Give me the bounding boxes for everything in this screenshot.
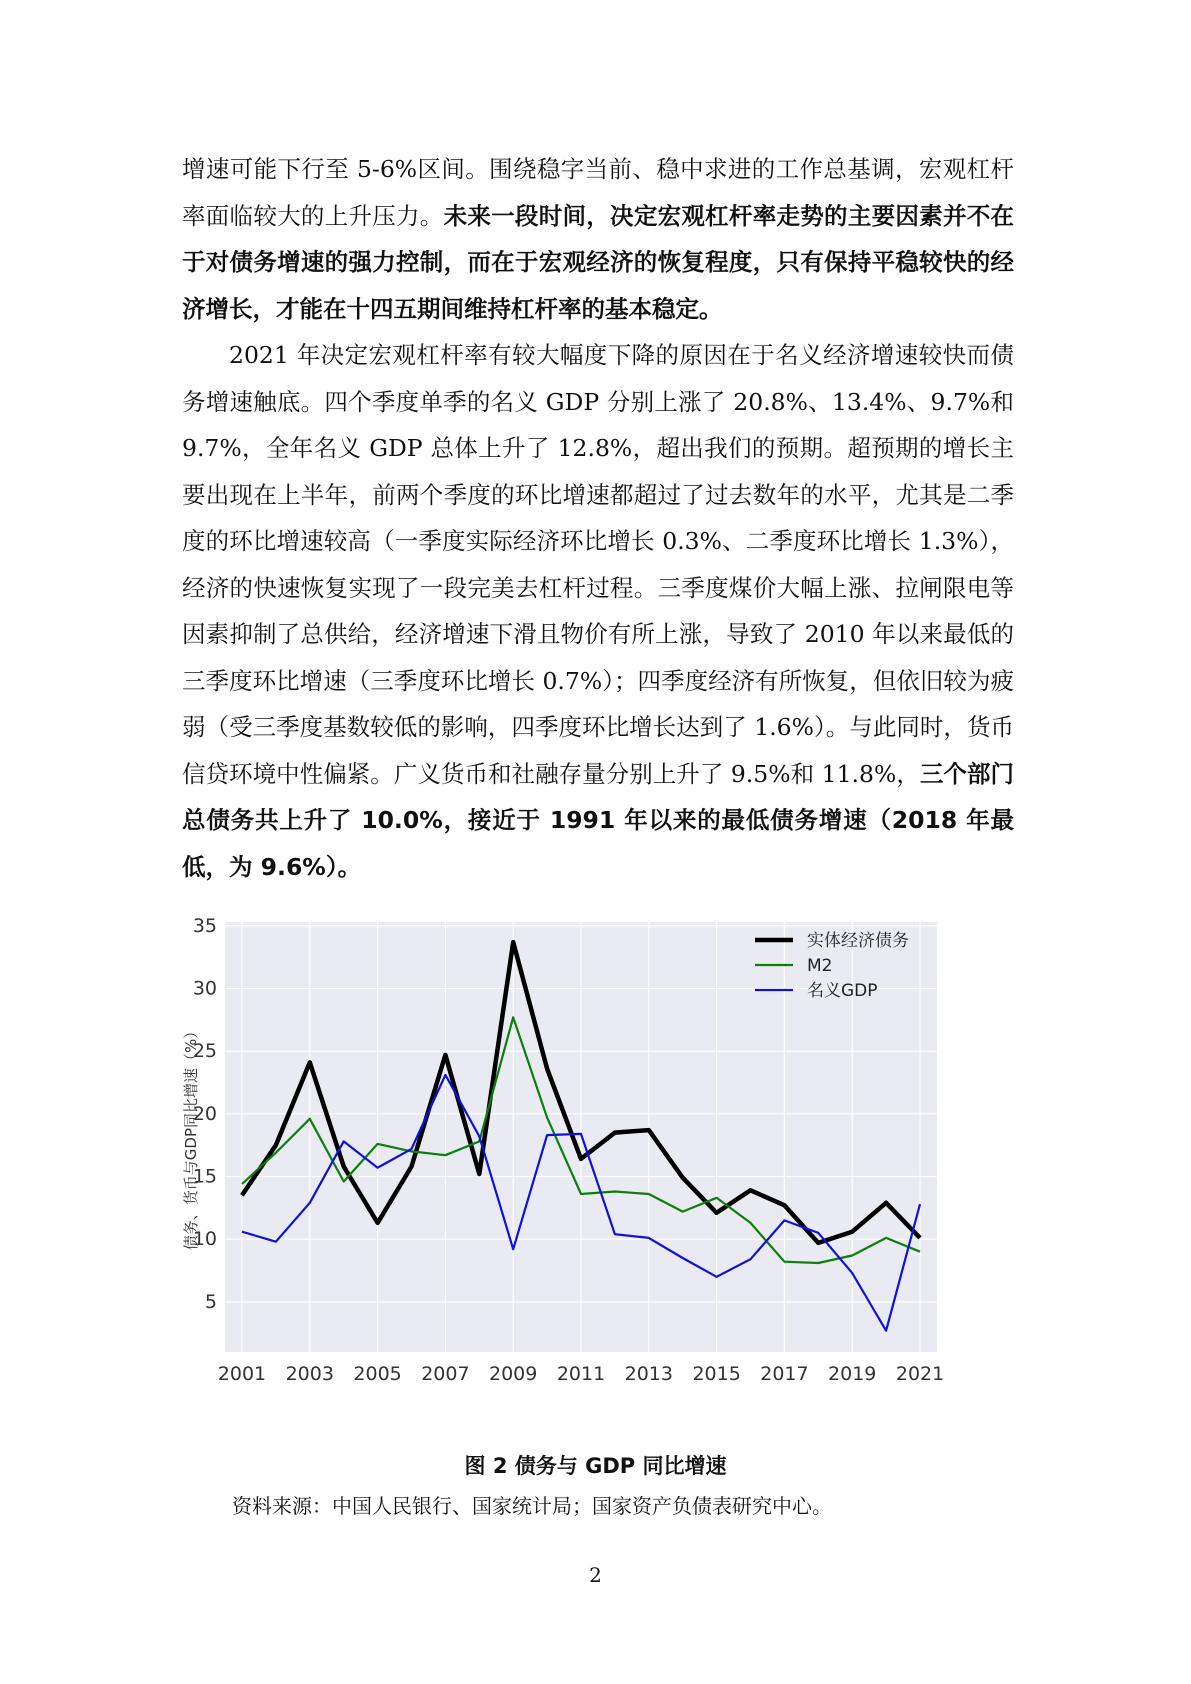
x-tick-label: 2015 [692,1363,741,1385]
x-tick-label: 2005 [353,1363,402,1385]
page-number: 2 [589,1563,602,1587]
paragraph-1-normal: 增速可能下行至 5-6%区间。围绕稳字当前、稳中求进的工作总基调，宏观杠杆率面临较大的上升压力。 [182,155,1014,230]
y-tick-label: 20 [192,1102,217,1125]
legend-label: 名义GDP [807,981,878,1001]
x-tick-label: 2009 [489,1363,538,1385]
y-tick-label: 30 [192,977,217,1000]
y-tick-label: 10 [192,1228,217,1251]
figure-source: 资料来源：中国人民银行、国家统计局；国家资产负债表研究中心。 [232,1494,832,1518]
x-tick-label: 2003 [285,1363,334,1385]
legend-label: M2 [807,956,833,976]
growth-chart [180,910,1020,1420]
paragraph-2-bold: 三个部门总债务共上升了 10.0%，接近于 1991 年以来的最低债务增速（2018 年最低，为 9.6%）。 [182,759,1015,881]
figure-caption: 图 2 债务与 GDP 同比增速 [464,1454,727,1478]
x-tick-label: 2001 [217,1363,267,1385]
x-tick-label: 2013 [624,1363,673,1385]
chart-svg [180,910,1020,1420]
x-tick-label: 2007 [421,1363,470,1385]
y-tick-label: 5 [204,1290,217,1313]
x-tick-label: 2011 [556,1363,606,1385]
paragraph-1 [182,146,1014,332]
y-tick-label: 35 [192,914,217,937]
paragraph-2 [182,332,1014,890]
y-tick-label: 15 [192,1165,217,1188]
paragraph-2-normal: 2021 年决定宏观杠杆率有较大幅度下降的原因在于名义经济增速较快而债务增速触底。四个季度单季的名义 GDP 分别上涨了 20.8%、13.4%、9.7%和 9.7%，全年名义 GDP 总体上升了 12.8%，超出我们的预期。超预期的增长主要出现在上半年，前两个季度的环比增速都超过了过去数年的水平，尤其是二季度的环比增速较高（一季度实际经济环比增长 0.3%、二季度环比增长 1.3%），经济的快速恢复实现了一段完美去杠杆过程。三季度煤价大幅上涨、拉闸限电等因素抑制了总供给，经济增速下滑且物价有所上涨，导致了 2010 年以来最低的三季度环比增速（三季度环比增长 0.7%）；四季度经济有所恢复，但依旧较为疲弱（受三季度基数较低的影响，四季度环比增长达到了 1.6%）。与此同时，货币信贷环境中性偏紧。广义货币和社融存量分别上升了 9.5%和 11.8%， [182,341,1014,788]
x-axis-ticks [218,1363,944,1385]
y-axis-label: 债务、货币与GDP同比增速（%） [182,1023,200,1251]
x-tick-label: 2019 [828,1363,877,1385]
y-tick-label: 25 [192,1040,217,1063]
x-tick-label: 2021 [895,1363,945,1385]
paragraph-1-bold: 未来一段时间，决定宏观杠杆率走势的主要因素并不在于对债务增速的强力控制，而在于宏观经济的恢复程度，只有保持平稳较快的经济增长，才能在十四五期间维持杠杆率的基本稳定。 [182,201,1015,323]
x-tick-label: 2017 [760,1363,809,1385]
legend-label: 实体经济债务 [807,931,909,951]
